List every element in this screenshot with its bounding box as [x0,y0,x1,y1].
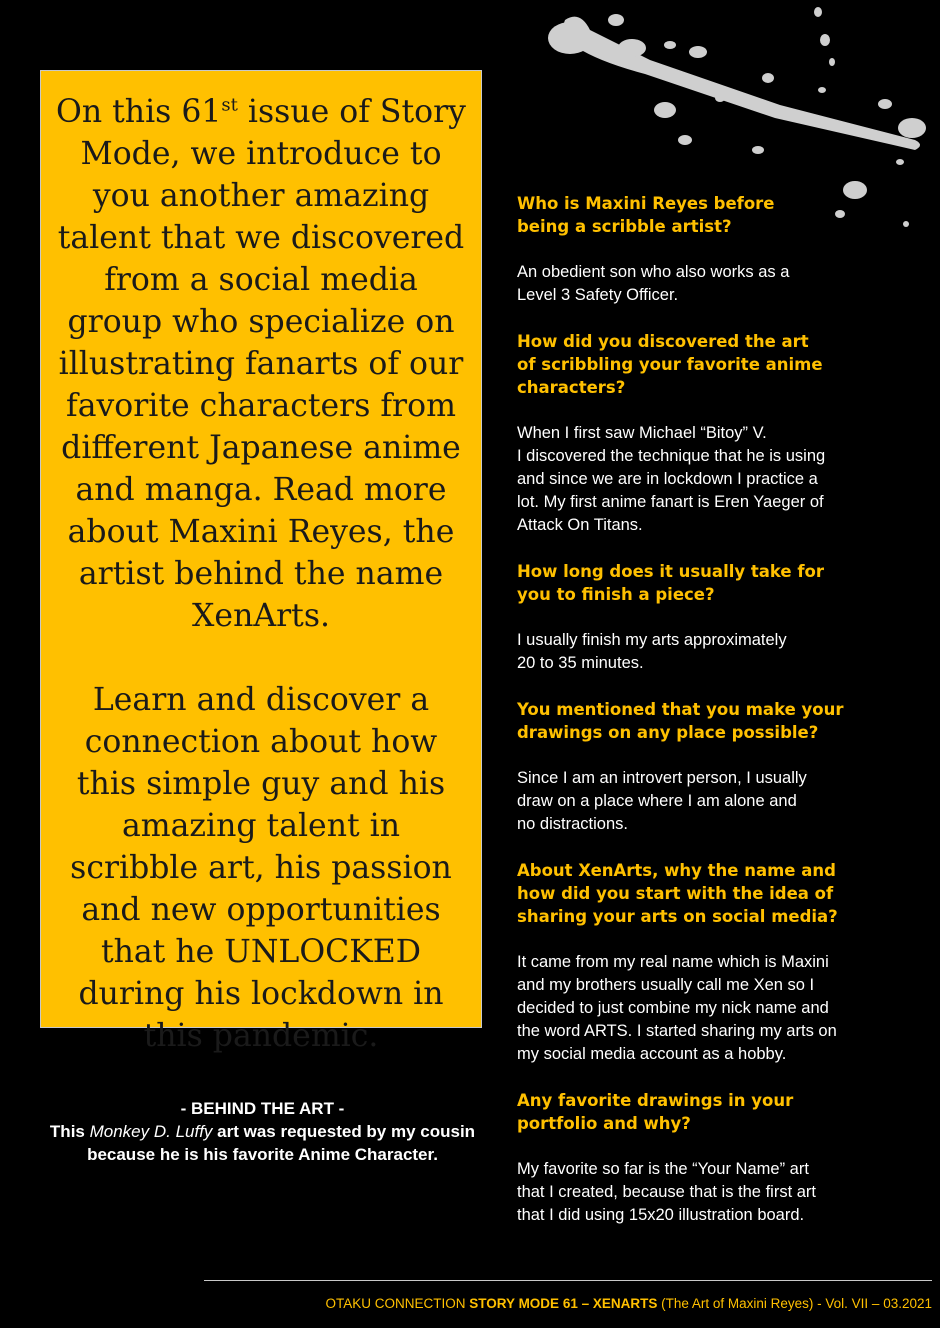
caption-suffix: art was requested by my cousin because he is his favorite Anime Character. [87,1122,476,1164]
question: How did you discovered the art of scribbling your favorite anime characters? [517,332,823,397]
footer-issue-title: STORY MODE 61 – XENARTS [469,1296,658,1311]
question: You mentioned that you make your drawings on any place possible? [517,700,844,742]
footer-divider [204,1280,932,1281]
footer [326,1296,932,1311]
intro-text-start: On this 61 [56,94,222,130]
answer: I usually finish my arts approximately 20 to 35 minutes. [517,631,787,672]
caption-heading: - BEHIND THE ART - [180,1099,345,1118]
intro-paragraph [55,91,467,637]
caption-text [40,1120,485,1166]
intro-ordinal-superscript: st [221,94,238,116]
answer: It came from my real name which is Maxini and my brothers usually call me Xen so I decided to just combine my nick name and the word ARTS. I started sharing my arts on my social media account as a hobby. [517,953,837,1063]
footer-publication: OTAKU CONNECTION [325,1296,470,1311]
answer: When I first saw Michael “Bitoy” V. I discovered the technique that he is using and since we are in lockdown I practice a lot. My first anime fanart is Eren Yaeger of Attack On Titans. [517,424,826,534]
intro-paragraph-2: Learn and discover a connection about how this simple guy and his amazing talent in scribble art, his passion and new opportunities that he UNLOCKED during his lockdown in this pandemic. [70,682,452,1054]
caption-art-title: Monkey D. Luffy [89,1122,213,1141]
answer: Since I am an introvert person, I usually draw on a place where I am alone and no distractions. [517,769,807,833]
answer: An obedient son who also works as a Level 3 Safety Officer. [517,263,790,304]
question: About XenArts, why the name and how did you start with the idea of sharing your arts on social media? [517,861,838,926]
intro-box [40,70,482,1054]
intro-text-rest: issue of Story Mode, we introduce to you another amazing talent that we discovered from a social media group who specialize on illustrating fanarts of our favorite characters from different Japanese anime and manga. Read more about Maxini Reyes, the artist behind the name XenArts. [57,94,466,634]
question: Any favorite drawings in your portfolio and why? [517,1091,794,1133]
caption-prefix: This [49,1122,90,1141]
answer: My favorite so far is the “Your Name” art that I created, because that is the first art that I did using 15x20 illustration board. [517,1160,816,1224]
footer-volume-info: (The Art of Maxini Reyes) - Vol. VII – 03.2021 [657,1296,932,1311]
question: How long does it usually take for you to finish a piece? [517,562,825,604]
interview-qa [517,192,907,1250]
behind-the-art-caption [40,1097,485,1166]
question: Who is Maxini Reyes before being a scribble artist? [517,194,775,236]
